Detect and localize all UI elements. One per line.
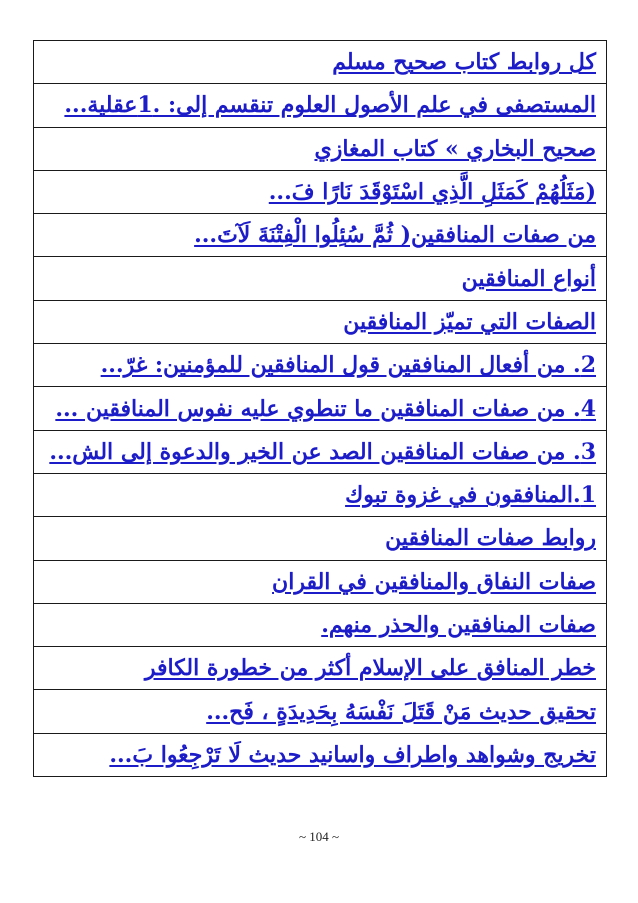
table-row — [34, 603, 607, 646]
links-table — [33, 40, 607, 777]
link-rawabit-sifat[interactable]: روابط صفات المنافقين — [385, 525, 596, 552]
table-cell — [34, 41, 607, 84]
link-sifat-munafiqin-fitna[interactable]: من صفات المنافقين( ثُمَّ سُئِلُوا الْفِتْنَةَ لَآتَ... — [194, 222, 596, 249]
link-sahih-muslim[interactable]: كل روابط كتاب صحيح مسلم — [332, 49, 596, 76]
table-cell — [34, 170, 607, 213]
link-anwa-munafiqin[interactable]: أنواع المنافقين — [461, 265, 596, 292]
link-khatar-munafiq[interactable]: خطر المنافق على الإسلام أكثر من خطورة الكافر — [144, 655, 596, 682]
link-takhrij-hadith[interactable]: تخريج وشواهد واطراف واسانيد حديث لَا تَرْجِعُوا بَ... — [109, 741, 596, 768]
table-row — [34, 560, 607, 603]
table-cell — [34, 690, 607, 733]
table-row — [34, 517, 607, 560]
link-ghazwat-tabuk[interactable]: 1.المنافقون في غزوة تبوك — [345, 482, 596, 509]
link-tahqiq-hadith[interactable]: تحقيق حديث مَنْ قَتَلَ نَفْسَهُ بِحَدِيدَةٍ ، فَح... — [206, 698, 596, 725]
table-cell — [34, 127, 607, 170]
table-row — [34, 387, 607, 430]
link-hadhar-minhum[interactable]: صفات المنافقين والحذر منهم. — [321, 612, 596, 638]
table-cell — [34, 214, 607, 257]
table-cell — [34, 560, 607, 603]
table-row — [34, 257, 607, 300]
table-row — [34, 41, 607, 84]
link-mathaluhum-verse[interactable]: (مَثَلُهُمْ كَمَثَلِ الَّذِي اسْتَوْقَدَ نَارًا فَ... — [268, 179, 596, 206]
table-row — [34, 647, 607, 690]
link-nufus-munafiqin[interactable]: 4. من صفات المنافقين ما تنطوي عليه نفوس المنافقين ... — [55, 395, 596, 422]
table-cell — [34, 344, 607, 387]
table-cell — [34, 257, 607, 300]
table-cell — [34, 517, 607, 560]
table-cell — [34, 647, 607, 690]
table-row — [34, 473, 607, 516]
link-afal-munafiqin[interactable]: 2. من أفعال المنافقين قول المنافقين للمؤمنين: غرّ... — [100, 352, 596, 379]
table-row — [34, 344, 607, 387]
table-cell — [34, 473, 607, 516]
link-sadd-an-khayr[interactable]: 3. من صفات المنافقين الصد عن الخير والدعوة إلى الش... — [49, 438, 596, 465]
table-cell — [34, 603, 607, 646]
table-row — [34, 214, 607, 257]
page-number: ~ 104 ~ — [298, 829, 340, 844]
link-mustasfa[interactable]: المستصفى في علم الأصول العلوم تنقسم إلى: .1عقلية... — [64, 92, 596, 119]
table-row — [34, 430, 607, 473]
table-cell — [34, 300, 607, 343]
table-row — [34, 170, 607, 213]
table-row — [34, 733, 607, 776]
table-row — [34, 127, 607, 170]
table-row — [34, 300, 607, 343]
table-cell — [34, 387, 607, 430]
table-cell — [34, 430, 607, 473]
table-cell — [34, 84, 607, 127]
table-cell — [34, 733, 607, 776]
link-sahih-bukhari-maghazi[interactable]: صحيح البخاري » كتاب المغازي — [314, 135, 596, 162]
link-nifaq-quran[interactable]: صفات النفاق والمنافقين في القران — [272, 568, 596, 595]
link-sifat-tamayyuz[interactable]: الصفات التي تميّز المنافقين — [343, 308, 596, 335]
table-row — [34, 690, 607, 733]
table-row — [34, 84, 607, 127]
